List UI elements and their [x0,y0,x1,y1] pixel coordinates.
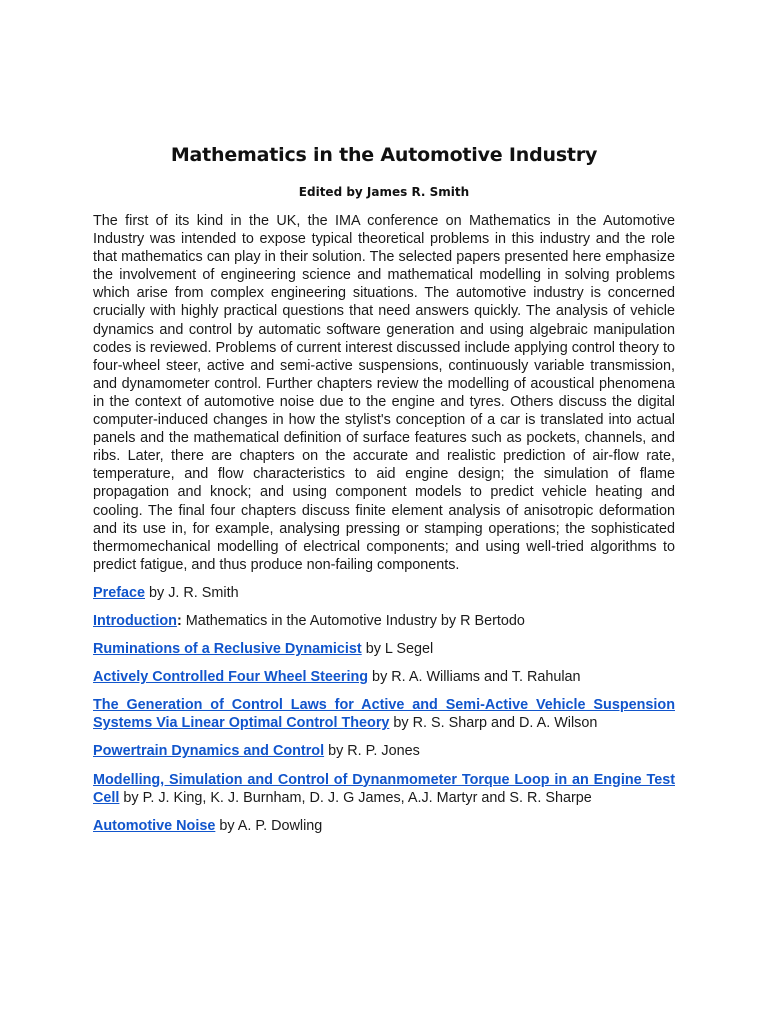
chapter-entry-four-wheel-steering [93,668,675,686]
chapter-link-preface[interactable]: Preface [93,584,146,601]
chapter-authors: by J. R. Smith [145,584,239,601]
document-body [93,212,675,845]
abstract-paragraph: The first of its kind in the UK, the IMA conference on Mathematics in the Automotive Industry was intended to expose typical theoretical problems in this industry and the role that mathematics can play in their solution. The selected papers presented here emphasize the involvement of engineering science and mathematical modelling in solving problems which arise from complex engineering situations. The automotive industry is concerned crucially with highly practical questions that need answers quickly. The analysis of vehicle dynamics and control by automatic software generation and using algebraic manipulation codes is reviewed. Problems of current interest discussed include applying control theory to four-wheel steer, active and semi-active suspensions, continuously variable transmission, and dynamometer control. Further chapters review the modelling of acoustical phenomena in the context of automotive noise due to the engine and tyres. Others discuss the digital computer-induced changes in how the stylist's conception of a car is translated into actual panels and the mathematical definition of surface features such as pockets, channels, and ribs. Later, there are chapters on the accurate and realistic prediction of air-flow rate, temperature, and flow characteristics to aid engine design; the simulation of flame propagation and knock; and using component models to predict vehicle heating and cooling. The final four chapters discuss finite element analysis of anisotropic deformation and its use in, for example, analysing pressing or stamping operations; the sophisticated thermomechanical modelling of electrical components; and using well-tried algorithms to predict fatigue, and thus produce non-failing components. [93,213,675,573]
chapter-link-automotive-noise[interactable]: Automotive Noise [93,817,216,834]
chapter-entry-introduction [93,612,675,630]
chapter-link-ruminations[interactable]: Ruminations of a Reclusive Dynamicist [93,641,362,658]
chapter-entry-preface [93,584,675,602]
chapter-link-powertrain[interactable]: Powertrain Dynamics and Control [93,743,325,760]
chapter-authors: by R. S. Sharp and D. A. Wilson [389,715,598,732]
chapter-authors: by P. J. King, K. J. Burnham, D. J. G James, A.J. Martyr and S. R. Sharpe [119,789,592,806]
chapter-authors: by R. P. Jones [324,743,420,760]
chapter-link-four-wheel-steering[interactable]: Actively Controlled Four Wheel Steering [93,669,369,686]
chapter-link-dynamometer[interactable]: Modelling, Simulation and Control of Dynanmometer Torque Loop in an Engine Test Cell [93,771,675,806]
chapter-authors: by L Segel [361,641,434,658]
document-title: Mathematics in the Automotive Industry [170,144,598,166]
chapter-link-control-laws[interactable]: The Generation of Control Laws for Active and Semi-Active Vehicle Suspension Systems Via Linear Optimal Control Theory [93,697,675,732]
chapter-authors: Mathematics in the Automotive Industry by R Bertodo [181,612,525,629]
editor-line: Edited by James R. Smith [298,185,470,199]
chapter-authors: by R. A. Williams and T. Rahulan [368,669,581,686]
chapter-entry-powertrain [93,742,675,760]
chapter-entry-ruminations [93,640,675,658]
chapter-entry-dynamometer [93,771,675,807]
chapter-entry-automotive-noise [93,817,675,835]
chapter-authors: by A. P. Dowling [215,817,323,834]
chapter-link-introduction[interactable]: Introduction [93,612,177,629]
chapter-colon: : [176,612,182,629]
chapter-entry-control-laws [93,696,675,732]
